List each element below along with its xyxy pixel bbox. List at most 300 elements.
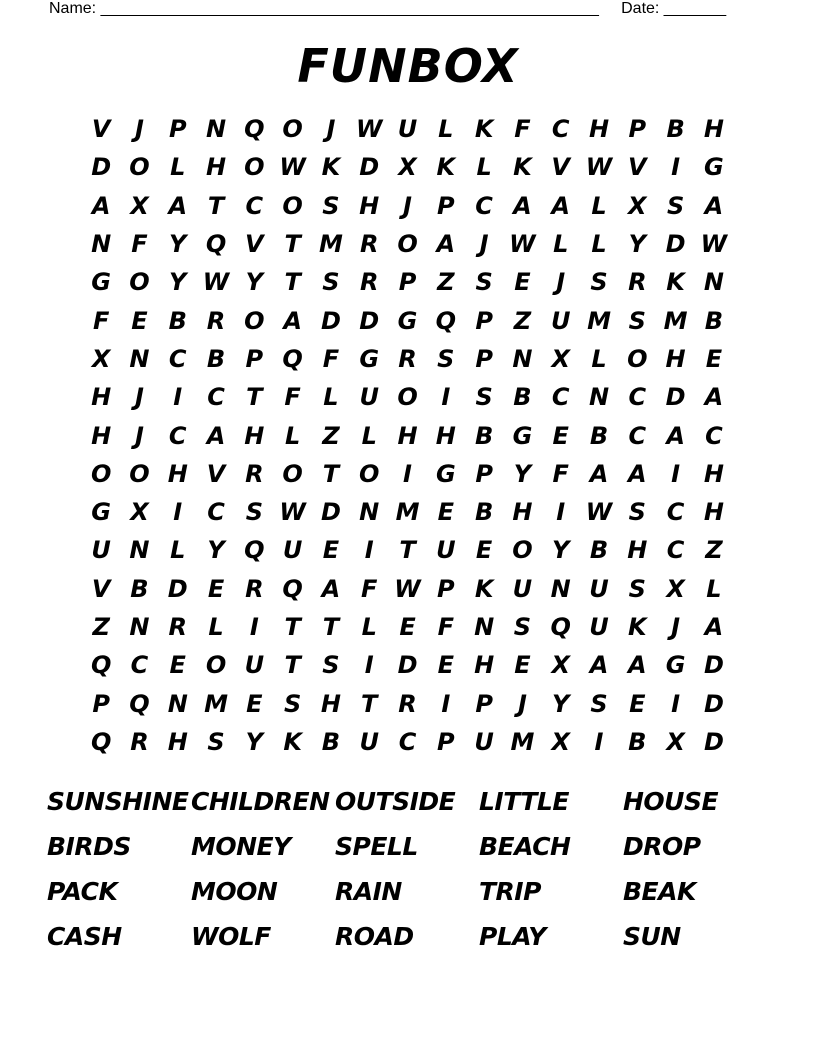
name-date-line: Name: ________________________________________________________ Date: _______: [49, 0, 727, 17]
grid-letter: V: [551, 153, 570, 182]
grid-letter: U: [474, 727, 494, 756]
grid-letter: N: [703, 268, 724, 297]
puzzle-title: FUNBOX: [297, 39, 519, 93]
grid-letter: L: [476, 153, 492, 182]
grid-letter: U: [589, 613, 609, 641]
grid-letter: H: [167, 459, 188, 488]
grid-letter: R: [245, 574, 264, 603]
grid-letter: T: [399, 536, 416, 565]
grid-letter: A: [551, 191, 570, 220]
grid-letter: P: [475, 459, 493, 488]
grid-letter: J: [479, 230, 489, 259]
grid-letter: O: [129, 459, 150, 488]
grid-letter: Q: [435, 306, 457, 335]
grid-letter: D: [703, 727, 724, 756]
grid-letter: W: [700, 230, 728, 259]
grid-letter: J: [326, 115, 336, 144]
word-list-item: WOLF: [191, 922, 271, 951]
grid-letter: N: [512, 344, 533, 373]
grid-letter: Q: [244, 536, 265, 565]
grid-letter: H: [435, 421, 456, 450]
grid-letter: L: [706, 574, 722, 603]
grid-letter: F: [92, 306, 110, 335]
grid-letter: Z: [513, 306, 532, 335]
grid-letter: O: [397, 230, 418, 259]
grid-letter: Y: [245, 727, 264, 756]
grid-letter: L: [361, 613, 377, 641]
grid-letter: C: [245, 191, 264, 220]
grid-letter: T: [322, 613, 340, 641]
grid-letter: P: [628, 115, 647, 144]
word-list-item: SPELL: [335, 832, 418, 861]
grid-letter: X: [551, 727, 570, 756]
grid-letter: A: [321, 574, 341, 603]
grid-letter: B: [666, 115, 685, 144]
grid-letter: C: [666, 536, 685, 565]
grid-letter: O: [90, 459, 112, 488]
grid-letter: G: [435, 459, 456, 488]
grid-letter: B: [513, 383, 532, 412]
grid-letter: R: [168, 613, 187, 641]
grid-letter: S: [322, 651, 340, 680]
grid-letter: P: [475, 344, 493, 373]
grid-letter: H: [665, 344, 686, 373]
grid-letter: L: [438, 115, 454, 144]
grid-letter: O: [397, 383, 418, 412]
grid-letter: E: [246, 689, 263, 718]
grid-letter: F: [322, 344, 340, 373]
grid-letter: Q: [244, 115, 265, 144]
grid-letter: H: [91, 421, 112, 450]
grid-letter: H: [474, 651, 495, 680]
grid-letter: Y: [513, 459, 532, 488]
grid-letter: O: [205, 651, 227, 680]
grid-letter: S: [666, 191, 685, 220]
grid-letter: S: [475, 383, 493, 412]
word-list-item: SUN: [623, 922, 681, 951]
grid-letter: X: [551, 651, 570, 680]
grid-letter: K: [283, 727, 302, 756]
grid-letter: L: [591, 191, 607, 220]
grid-letter: S: [245, 498, 263, 527]
word-list-item: TRIP: [479, 877, 541, 906]
grid-letter: P: [475, 689, 493, 718]
grid-letter: Q: [90, 651, 112, 680]
grid-letter: Y: [628, 230, 646, 259]
grid-letter: H: [91, 383, 112, 412]
grid-letter: L: [208, 613, 224, 641]
grid-letter: T: [246, 383, 263, 412]
grid-letter: D: [359, 153, 380, 182]
grid-letter: A: [666, 421, 685, 450]
grid-letter: K: [666, 268, 685, 297]
grid-letter: C: [168, 421, 187, 450]
grid-letter: B: [474, 498, 494, 527]
grid-letter: X: [666, 727, 685, 756]
grid-letter: S: [590, 689, 608, 718]
grid-letter: U: [359, 383, 379, 412]
grid-letter: A: [589, 459, 609, 488]
grid-letter: C: [551, 383, 570, 412]
grid-letter: X: [398, 153, 417, 182]
grid-letter: H: [205, 153, 227, 182]
grid-letter: C: [628, 383, 647, 412]
grid-letter: Q: [282, 344, 303, 373]
word-list-item: LITTLE: [479, 787, 569, 816]
word-list-item: BIRDS: [47, 832, 131, 861]
grid-letter: B: [628, 727, 647, 756]
grid-letter: E: [169, 651, 186, 680]
grid-letter: K: [321, 153, 341, 182]
grid-letter: P: [245, 344, 264, 373]
grid-letter: B: [206, 344, 226, 373]
grid-letter: U: [397, 115, 418, 144]
grid-letter: I: [173, 498, 183, 527]
grid-letter: J: [671, 613, 681, 641]
grid-letter: Y: [552, 689, 570, 718]
grid-letter: S: [283, 689, 302, 718]
grid-letter: R: [398, 344, 417, 373]
grid-letter: C: [666, 498, 685, 527]
grid-letter: W: [394, 574, 421, 603]
grid-letter: D: [320, 498, 341, 527]
grid-letter: I: [249, 613, 259, 641]
grid-letter: X: [130, 191, 149, 220]
grid-letter: L: [591, 230, 607, 259]
grid-letter: P: [437, 574, 455, 603]
grid-letter: I: [364, 651, 374, 680]
grid-letter: O: [282, 191, 303, 220]
grid-letter: P: [437, 727, 455, 756]
grid-letter: A: [704, 191, 724, 220]
grid-letter: R: [130, 727, 149, 756]
grid-letter: B: [589, 536, 609, 565]
grid-letter: H: [588, 115, 610, 144]
grid-letter: I: [364, 536, 374, 565]
grid-letter: G: [91, 268, 111, 297]
grid-letter: N: [129, 344, 150, 373]
grid-letter: X: [666, 574, 685, 603]
grid-letter: E: [552, 421, 569, 450]
grid-letter: O: [129, 153, 150, 182]
grid-letter: J: [517, 689, 527, 718]
grid-letter: T: [284, 651, 301, 680]
word-list-item: RAIN: [335, 877, 402, 906]
grid-letter: D: [397, 651, 418, 680]
grid-letter: Q: [129, 689, 150, 718]
grid-letter: L: [284, 421, 301, 450]
grid-letter: N: [129, 613, 150, 641]
grid-letter: H: [703, 115, 724, 144]
grid-letter: B: [321, 727, 341, 756]
grid-letter: E: [131, 306, 148, 335]
grid-letter: E: [514, 651, 531, 680]
grid-letter: I: [441, 689, 451, 718]
grid-letter: D: [703, 651, 724, 680]
grid-letter: U: [359, 727, 379, 756]
grid-letter: O: [627, 344, 648, 373]
grid-letter: U: [512, 574, 533, 603]
grid-letter: S: [437, 344, 455, 373]
grid-letter: H: [167, 727, 188, 756]
grid-letter: N: [205, 115, 227, 144]
grid-letter: S: [628, 574, 646, 603]
grid-letter: R: [359, 230, 379, 259]
word-list-item: ROAD: [335, 922, 414, 951]
word-list-item: CHILDREN: [191, 787, 330, 816]
grid-letter: R: [628, 268, 647, 297]
grid-letter: K: [474, 574, 494, 603]
grid-letter: R: [245, 459, 264, 488]
grid-letter: N: [588, 383, 610, 412]
grid-letter: W: [279, 153, 306, 182]
grid-letter: K: [513, 153, 532, 182]
grid-letter: O: [129, 268, 150, 297]
word-list-item: MONEY: [191, 832, 291, 861]
grid-letter: Y: [207, 536, 225, 565]
grid-letter: T: [284, 613, 301, 641]
letter-grid: [82, 110, 733, 761]
grid-letter: K: [474, 115, 494, 144]
grid-letter: Z: [92, 613, 110, 641]
grid-letter: V: [245, 230, 264, 259]
grid-letter: I: [671, 689, 681, 718]
grid-letter: I: [671, 459, 681, 488]
grid-letter: Y: [169, 268, 187, 297]
word-list-item: OUTSIDE: [335, 787, 456, 816]
grid-letter: X: [130, 498, 149, 527]
grid-letter: E: [322, 536, 340, 565]
grid-letter: J: [134, 383, 144, 412]
grid-letter: S: [475, 268, 493, 297]
word-list-item: BEACH: [479, 832, 571, 861]
word-list-item: PLAY: [479, 922, 546, 951]
grid-letter: Y: [169, 230, 187, 259]
grid-letter: W: [509, 230, 536, 259]
grid-letter: P: [168, 115, 187, 144]
grid-letter: A: [589, 651, 609, 680]
grid-letter: X: [91, 344, 111, 373]
grid-letter: N: [550, 574, 571, 603]
grid-letter: Q: [282, 574, 303, 603]
grid-letter: O: [512, 536, 533, 565]
grid-letter: E: [705, 344, 723, 373]
grid-letter: P: [475, 306, 493, 335]
grid-letter: W: [355, 115, 383, 144]
grid-letter: F: [131, 230, 148, 259]
grid-letter: H: [359, 191, 380, 220]
grid-letter: K: [436, 153, 456, 182]
word-list-item: BEAK: [623, 877, 696, 906]
grid-letter: Y: [245, 268, 264, 297]
grid-letter: Q: [550, 613, 571, 641]
grid-letter: U: [550, 306, 571, 335]
grid-letter: D: [91, 153, 112, 182]
grid-letter: U: [282, 536, 303, 565]
grid-letter: A: [704, 613, 724, 641]
word-list: [47, 783, 767, 963]
grid-letter: S: [322, 268, 340, 297]
grid-letter: N: [129, 536, 150, 565]
grid-letter: S: [513, 613, 532, 641]
grid-letter: E: [514, 268, 531, 297]
grid-letter: J: [134, 421, 144, 450]
grid-letter: V: [91, 574, 111, 603]
grid-letter: T: [284, 230, 301, 259]
grid-letter: Z: [437, 268, 455, 297]
grid-letter: C: [207, 383, 225, 412]
grid-letter: G: [359, 344, 380, 373]
grid-letter: U: [589, 574, 609, 603]
grid-letter: I: [556, 498, 566, 527]
word-list-item: SUNSHINE: [47, 787, 189, 816]
grid-letter: A: [513, 191, 532, 220]
grid-letter: M: [510, 727, 535, 756]
grid-letter: I: [671, 153, 681, 182]
grid-letter: A: [628, 459, 647, 488]
grid-letter: H: [703, 498, 724, 527]
grid-letter: G: [397, 306, 418, 335]
grid-letter: B: [589, 421, 609, 450]
grid-letter: G: [704, 153, 724, 182]
grid-letter: W: [279, 498, 306, 527]
word-list-item: CASH: [47, 922, 122, 951]
grid-letter: M: [204, 689, 228, 718]
grid-letter: G: [665, 651, 686, 680]
grid-letter: S: [322, 191, 340, 220]
grid-letter: J: [556, 268, 566, 297]
grid-letter: C: [168, 344, 187, 373]
grid-letter: L: [170, 536, 186, 565]
grid-letter: H: [627, 536, 648, 565]
grid-letter: C: [475, 191, 493, 220]
grid-letter: G: [91, 498, 111, 527]
grid-letter: P: [92, 689, 110, 718]
grid-letter: M: [587, 306, 611, 335]
grid-letter: B: [474, 421, 494, 450]
grid-letter: M: [395, 498, 420, 527]
grid-letter: E: [629, 689, 646, 718]
grid-letter: E: [475, 536, 493, 565]
grid-letter: E: [437, 498, 455, 527]
grid-letter: V: [91, 115, 111, 144]
grid-letter: J: [403, 191, 412, 220]
grid-letter: D: [665, 383, 686, 412]
grid-letter: C: [705, 421, 723, 450]
grid-letter: F: [437, 613, 455, 641]
grid-letter: U: [436, 536, 456, 565]
grid-letter: T: [207, 191, 225, 220]
grid-letter: S: [628, 306, 646, 335]
grid-letter: O: [282, 459, 303, 488]
grid-letter: A: [436, 230, 456, 259]
grid-letter: I: [441, 383, 451, 412]
grid-letter: W: [202, 268, 230, 297]
grid-letter: R: [206, 306, 226, 335]
grid-letter: A: [91, 191, 111, 220]
grid-letter: A: [168, 191, 188, 220]
grid-letter: Q: [205, 230, 227, 259]
grid-letter: K: [628, 613, 647, 641]
grid-letter: F: [514, 115, 531, 144]
grid-letter: D: [359, 306, 380, 335]
grid-letter: L: [591, 344, 607, 373]
grid-letter: X: [628, 191, 647, 220]
grid-letter: H: [703, 459, 724, 488]
grid-letter: L: [323, 383, 339, 412]
grid-letter: V: [628, 153, 647, 182]
grid-letter: R: [359, 268, 379, 297]
grid-letter: E: [207, 574, 225, 603]
grid-letter: T: [322, 459, 340, 488]
grid-letter: F: [284, 383, 301, 412]
grid-letter: L: [553, 230, 569, 259]
grid-letter: Y: [552, 536, 570, 565]
grid-letter: W: [585, 153, 613, 182]
grid-letter: O: [244, 306, 265, 335]
grid-letter: P: [437, 191, 455, 220]
grid-letter: Z: [705, 536, 723, 565]
grid-letter: M: [663, 306, 688, 335]
grid-letter: M: [318, 230, 343, 259]
grid-letter: N: [91, 230, 112, 259]
grid-letter: C: [551, 115, 570, 144]
grid-letter: U: [91, 536, 111, 565]
grid-letter: B: [130, 574, 149, 603]
grid-letter: E: [437, 651, 455, 680]
grid-letter: W: [585, 498, 613, 527]
grid-letter: J: [134, 115, 144, 144]
grid-letter: N: [474, 613, 495, 641]
word-list-item: MOON: [191, 877, 278, 906]
grid-letter: D: [167, 574, 188, 603]
grid-letter: G: [512, 421, 533, 450]
grid-letter: V: [206, 459, 226, 488]
grid-letter: U: [244, 651, 265, 680]
grid-letter: A: [628, 651, 647, 680]
word-list-item: DROP: [623, 832, 701, 861]
grid-letter: L: [170, 153, 186, 182]
grid-letter: I: [594, 727, 604, 756]
grid-letter: N: [359, 498, 380, 527]
grid-letter: A: [283, 306, 302, 335]
grid-letter: B: [168, 306, 187, 335]
word-list-item: PACK: [47, 877, 118, 906]
grid-letter: H: [397, 421, 418, 450]
grid-letter: S: [628, 498, 646, 527]
grid-letter: C: [207, 498, 225, 527]
grid-letter: H: [512, 498, 533, 527]
grid-letter: S: [590, 268, 608, 297]
grid-letter: O: [244, 153, 265, 182]
word-list-item: HOUSE: [623, 787, 719, 816]
grid-letter: F: [361, 574, 378, 603]
grid-letter: D: [703, 689, 724, 718]
grid-letter: O: [359, 459, 380, 488]
grid-letter: R: [398, 689, 417, 718]
grid-letter: E: [399, 613, 416, 641]
grid-letter: D: [665, 230, 686, 259]
grid-letter: I: [173, 383, 183, 412]
grid-letter: C: [628, 421, 647, 450]
grid-letter: N: [167, 689, 188, 718]
grid-letter: T: [284, 268, 301, 297]
grid-letter: T: [361, 689, 378, 718]
grid-letter: Z: [322, 421, 340, 450]
grid-letter: Q: [90, 727, 112, 756]
grid-letter: C: [398, 727, 417, 756]
grid-letter: A: [206, 421, 226, 450]
